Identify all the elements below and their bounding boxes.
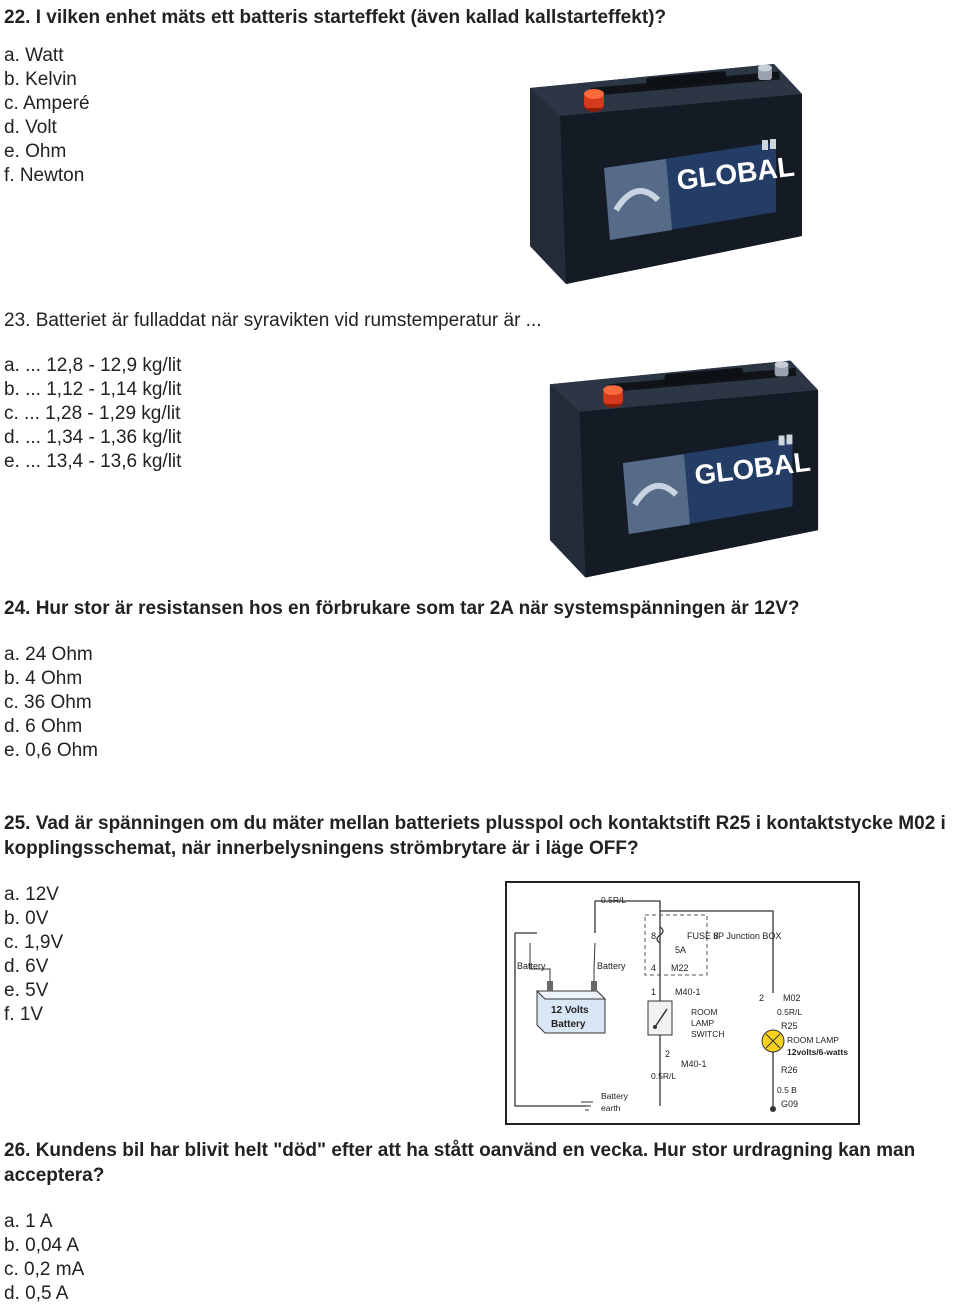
label-m02: M02 (783, 993, 801, 1003)
option-23-b: b. ... 1,12 - 1,14 kg/lit (4, 379, 182, 400)
label-wire-b: 0.5 B (777, 1085, 797, 1095)
option-22-e: e. Ohm (4, 141, 67, 162)
option-26-b: b. 0,04 A (4, 1235, 80, 1256)
option-24-e: e. 0,6 Ohm (4, 740, 98, 761)
label-lamp-1: ROOM LAMP (787, 1035, 839, 1045)
question-26-title: 26. Kundens bil har blivit helt "död" efter att ha stått oanvänd en vecka. Hur stor urdragning kan man acceptera? (4, 1140, 916, 1186)
label-wire-bottom-left: 0.5R/L (651, 1071, 677, 1081)
wiring-diagram (505, 881, 860, 1125)
label-m40-bottom: M40-1 (681, 1059, 707, 1069)
option-23-c: c. ... 1,28 - 1,29 kg/lit (4, 403, 181, 424)
label-wire-top: 0.5R/L (601, 895, 627, 905)
option-26-c: c. 0,2 mA (4, 1259, 85, 1280)
question-23-title: 23. Batteriet är fulladdat när syravikten vid rumstemperatur är ... (4, 310, 542, 331)
label-pin-8: 8 (651, 931, 657, 941)
question-26-options (4, 1210, 84, 1306)
option-25-f: f. 1V (4, 1004, 44, 1025)
label-m40-top: M40-1 (675, 987, 701, 997)
label-fuse: FUSE 8 (687, 931, 719, 941)
question-24-title: 24. Hur stor är resistansen hos en förbrukare som tar 2A när systemspänningen är 12V? (4, 598, 800, 619)
option-22-f: f. Newton (4, 165, 85, 186)
question-25-title: 25. Vad är spänningen om du mäter mellan batteriets plusspol och kontaktstift R25 i kontaktstycke M02 i kopplingsschemat, när innerbelysningens strömbrytare är i läge OFF? (4, 813, 946, 859)
label-battery-left: Battery (517, 961, 546, 971)
label-wire-right: 0.5R/L (777, 1007, 803, 1017)
label-pin-2-right: 2 (759, 993, 765, 1003)
option-22-a: a. Watt (4, 45, 64, 66)
option-22-b: b. Kelvin (4, 69, 77, 90)
label-r26: R26 (781, 1065, 798, 1075)
label-battery-box-1: 12 Volts (551, 1005, 589, 1016)
label-fuse-rating: 5A (675, 945, 687, 955)
label-lamp-2: 12volts/6-watts (787, 1047, 848, 1057)
car-battery-image (546, 356, 822, 584)
label-g09: G09 (781, 1099, 799, 1109)
label-r25: R25 (781, 1021, 798, 1031)
option-22-d: d. Volt (4, 117, 57, 138)
option-25-e: e. 5V (4, 980, 49, 1001)
option-22-c: c. Amperé (4, 93, 90, 114)
question-23-options (4, 354, 181, 474)
label-battery-earth-2: earth (601, 1103, 621, 1113)
option-25-b: b. 0V (4, 908, 49, 929)
option-26-d: d. 0,5 A (4, 1283, 69, 1304)
car-battery-image (526, 60, 806, 290)
option-25-a: a. 12V (4, 884, 59, 905)
label-switch-1: ROOM (691, 1007, 718, 1017)
label-battery-earth-1: Battery (601, 1091, 628, 1101)
battery-brand-label: GLOBAL (692, 445, 813, 491)
label-battery-box-2: Battery (551, 1019, 586, 1030)
option-24-c: c. 36 Ohm (4, 692, 92, 713)
option-24-b: b. 4 Ohm (4, 668, 83, 689)
option-23-a: a. ... 12,8 - 12,9 kg/lit (4, 355, 182, 376)
option-25-d: d. 6V (4, 956, 49, 977)
question-22-options (4, 44, 90, 188)
label-pin-1: 1 (651, 987, 657, 997)
question-25-options (4, 883, 63, 1027)
option-23-d: d. ... 1,34 - 1,36 kg/lit (4, 427, 182, 448)
option-24-d: d. 6 Ohm (4, 716, 83, 737)
question-24-options (4, 643, 98, 763)
option-25-c: c. 1,9V (4, 932, 64, 953)
option-23-e: e. ... 13,4 - 13,6 kg/lit (4, 451, 182, 472)
label-pin-2-left: 2 (665, 1049, 671, 1059)
option-26-a: a. 1 A (4, 1211, 53, 1232)
label-pin-4: 4 (651, 963, 657, 973)
battery-brand-label: GLOBAL (674, 150, 797, 196)
question-22-title: 22. I vilken enhet mäts ett batteris starteffekt (även kallad kallstarteffekt)? (4, 7, 667, 28)
label-battery-right: Battery (597, 961, 626, 971)
label-switch-3: SWITCH (691, 1029, 725, 1039)
label-junction-box: I/P Junction BOX (713, 931, 782, 941)
option-24-a: a. 24 Ohm (4, 644, 93, 665)
label-m22: M22 (671, 963, 689, 973)
label-switch-2: LAMP (691, 1018, 715, 1028)
